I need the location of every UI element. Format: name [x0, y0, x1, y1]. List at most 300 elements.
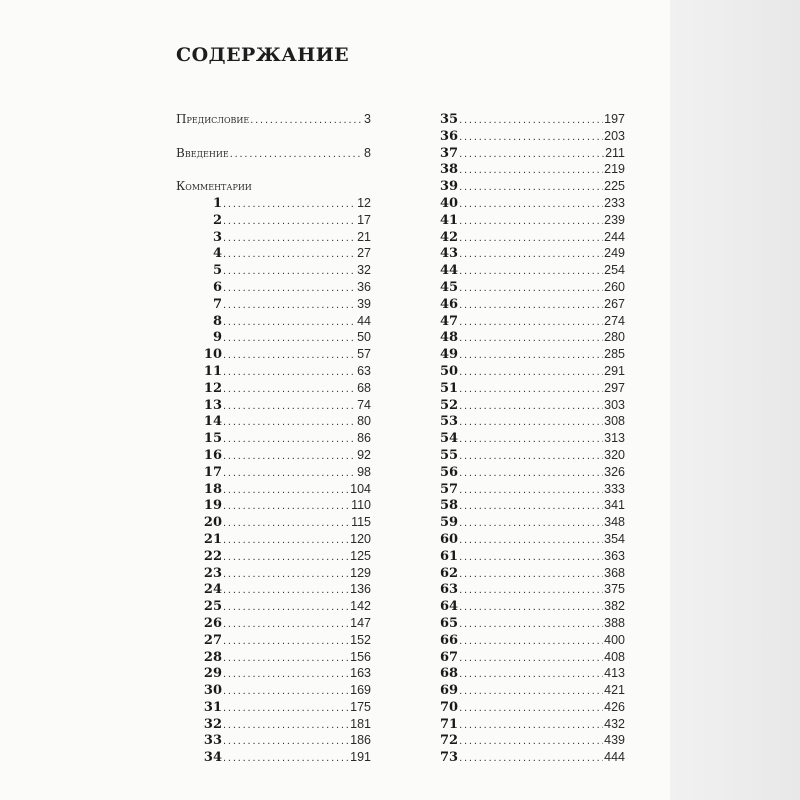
entry-page: 244	[604, 229, 625, 244]
toc-entry[interactable]	[440, 347, 625, 364]
entry-page: 426	[604, 699, 625, 714]
entry-page: 39	[357, 296, 371, 311]
dot-leader	[223, 551, 349, 563]
entry-page: 249	[604, 246, 625, 261]
entry-number: 40	[440, 195, 459, 211]
dot-leader	[459, 349, 603, 361]
dot-leader	[223, 484, 349, 496]
entry-page: 382	[604, 599, 625, 614]
toc-entry[interactable]	[176, 230, 371, 247]
entry-number: 43	[440, 246, 459, 262]
entry-page: 303	[604, 397, 625, 412]
entry-number: 11	[203, 363, 222, 379]
entry-number: 57	[440, 481, 459, 497]
entry-page: 120	[350, 531, 371, 546]
entry-number: 49	[440, 347, 459, 363]
page-margin	[670, 0, 800, 800]
dot-leader	[250, 114, 363, 126]
entry-page: 320	[604, 447, 625, 462]
toc-entry[interactable]	[440, 297, 625, 314]
toc-entry[interactable]	[440, 582, 625, 599]
entry-number: 55	[440, 447, 459, 463]
toc-entry[interactable]	[440, 263, 625, 280]
entry-page: 80	[357, 414, 371, 429]
dot-leader	[223, 433, 356, 445]
entry-page: 225	[604, 179, 625, 194]
dot-leader	[223, 349, 356, 361]
dot-leader	[459, 131, 603, 143]
toc-entry[interactable]	[440, 549, 625, 566]
entry-page: 152	[350, 632, 371, 647]
entry-page: 32	[357, 263, 371, 278]
entry-page: 348	[604, 515, 625, 530]
entry-label: Введение	[176, 145, 229, 160]
dot-leader	[223, 366, 356, 378]
dot-leader	[459, 752, 603, 764]
toc-entry[interactable]	[440, 129, 625, 146]
entry-number: 4	[212, 246, 222, 262]
entry-number: 5	[212, 263, 222, 279]
entry-number: 26	[203, 615, 222, 631]
toc-entry[interactable]	[176, 448, 371, 465]
entry-page: 175	[350, 699, 371, 714]
toc-entry[interactable]	[176, 717, 371, 734]
entry-number: 20	[203, 515, 222, 531]
entry-number: 61	[440, 548, 459, 564]
entry-page: 68	[357, 380, 371, 395]
entry-page: 191	[350, 750, 371, 765]
toc-entry[interactable]	[176, 314, 371, 331]
dot-leader	[459, 517, 603, 529]
entry-page: 36	[357, 279, 371, 294]
entry-page: 388	[604, 615, 625, 630]
entry-page: 239	[604, 212, 625, 227]
entry-page: 219	[604, 162, 625, 177]
entry-page: 368	[604, 565, 625, 580]
toc-entry[interactable]	[440, 633, 625, 650]
dot-leader	[459, 366, 603, 378]
entry-number: 29	[203, 666, 222, 682]
dot-leader	[459, 114, 603, 126]
dot-leader	[223, 416, 356, 428]
entry-page: 63	[357, 363, 371, 378]
toc-entry[interactable]	[176, 700, 371, 717]
toc-entry[interactable]	[440, 246, 625, 263]
dot-leader	[223, 265, 356, 277]
entry-number: 62	[440, 565, 459, 581]
dot-leader	[459, 383, 603, 395]
comments-heading	[176, 179, 371, 196]
toc-entry[interactable]	[176, 398, 371, 415]
toc-entry[interactable]	[176, 616, 371, 633]
dot-leader	[459, 719, 603, 731]
spacer	[176, 162, 371, 179]
toc-entry[interactable]	[440, 717, 625, 734]
toc-entry[interactable]	[176, 750, 371, 767]
entry-page: 142	[350, 599, 371, 614]
toc-entry[interactable]	[176, 263, 371, 280]
entry-page: 291	[604, 363, 625, 378]
entry-number: 72	[440, 733, 459, 749]
entry-number: 66	[440, 632, 459, 648]
entry-number: 58	[440, 498, 459, 514]
toc-entry[interactable]	[176, 733, 371, 750]
entry-number: 25	[203, 599, 222, 615]
toc-entry[interactable]	[440, 364, 625, 381]
toc-entry[interactable]	[440, 465, 625, 482]
dot-leader	[223, 668, 349, 680]
entry-number: 10	[203, 347, 222, 363]
toc-entry[interactable]	[440, 398, 625, 415]
dot-leader	[459, 416, 603, 428]
toc-entry[interactable]	[440, 616, 625, 633]
dot-leader	[230, 148, 363, 160]
entry-page: 297	[604, 380, 625, 395]
entry-page: 333	[604, 481, 625, 496]
entry-page: 86	[357, 431, 371, 446]
entry-number: 73	[440, 750, 459, 766]
entry-number: 68	[440, 666, 459, 682]
entry-page: 267	[604, 296, 625, 311]
entry-number: 54	[440, 431, 459, 447]
entry-number: 14	[203, 414, 222, 430]
toc-entry[interactable]	[176, 431, 371, 448]
entry-page: 203	[604, 128, 625, 143]
entry-page: 254	[604, 263, 625, 278]
entry-number: 15	[203, 431, 222, 447]
toc-entry[interactable]	[176, 381, 371, 398]
toc-entry[interactable]	[440, 230, 625, 247]
entry-page: 408	[604, 649, 625, 664]
entry-number: 8	[212, 313, 222, 329]
entry-page: 92	[357, 447, 371, 462]
entry-number: 60	[440, 531, 459, 547]
toc-entry[interactable]	[440, 381, 625, 398]
dot-leader	[223, 618, 349, 630]
dot-leader	[223, 735, 349, 747]
toc-entry[interactable]	[176, 683, 371, 700]
entry-page: 308	[604, 414, 625, 429]
entry-page: 21	[357, 229, 371, 244]
entry-number: 33	[203, 733, 222, 749]
toc-entry[interactable]	[176, 146, 371, 163]
dot-leader	[459, 148, 604, 160]
dot-leader	[223, 534, 349, 546]
dot-leader	[459, 248, 603, 260]
entry-number: 42	[440, 229, 459, 245]
entry-number: 45	[440, 279, 459, 295]
entry-number: 67	[440, 649, 459, 665]
dot-leader	[223, 383, 356, 395]
toc-entry[interactable]	[440, 482, 625, 499]
entry-number: 47	[440, 313, 459, 329]
entry-number: 23	[203, 565, 222, 581]
dot-leader	[223, 332, 356, 344]
dot-leader	[459, 685, 603, 697]
dot-leader	[459, 232, 603, 244]
toc-entry[interactable]	[440, 431, 625, 448]
dot-leader	[223, 215, 356, 227]
dot-leader	[223, 467, 356, 479]
dot-leader	[223, 198, 356, 210]
toc-entry[interactable]	[176, 465, 371, 482]
entry-page: 98	[357, 464, 371, 479]
entry-page: 57	[357, 347, 371, 362]
dot-leader	[223, 719, 349, 731]
page-title: СОДЕРЖАНИЕ	[176, 44, 350, 66]
toc-entry[interactable]	[440, 179, 625, 196]
dot-leader	[459, 215, 603, 227]
dot-leader	[459, 164, 603, 176]
toc-left-column	[176, 112, 371, 767]
entry-page: 313	[604, 431, 625, 446]
toc-entry[interactable]	[176, 330, 371, 347]
entry-number: 39	[440, 179, 459, 195]
toc-entry[interactable]	[176, 566, 371, 583]
toc-entry[interactable]	[176, 347, 371, 364]
toc-entry[interactable]	[176, 364, 371, 381]
toc-entry[interactable]	[176, 599, 371, 616]
toc-entry[interactable]	[440, 162, 625, 179]
toc-entry[interactable]	[440, 650, 625, 667]
toc-entry[interactable]	[176, 582, 371, 599]
entry-number: 7	[212, 296, 222, 312]
dot-leader	[223, 500, 350, 512]
dot-leader	[459, 652, 603, 664]
entry-number: 6	[212, 279, 222, 295]
entry-number: 16	[203, 447, 222, 463]
entry-number: 19	[203, 498, 222, 514]
entry-page: 341	[604, 498, 625, 513]
toc-entry[interactable]	[440, 683, 625, 700]
toc-entry[interactable]	[440, 498, 625, 515]
entry-number: 1	[212, 195, 222, 211]
toc-entry[interactable]	[440, 112, 625, 129]
dot-leader	[459, 299, 603, 311]
entry-number: 65	[440, 615, 459, 631]
dot-leader	[223, 400, 356, 412]
entry-page: 156	[350, 649, 371, 664]
entry-page: 17	[357, 212, 371, 227]
entry-page: 421	[604, 683, 625, 698]
dot-leader	[223, 601, 349, 613]
entry-page: 163	[350, 666, 371, 681]
entry-number: 32	[203, 716, 222, 732]
dot-leader	[459, 316, 603, 328]
entry-page: 432	[604, 716, 625, 731]
toc-entry[interactable]	[176, 549, 371, 566]
toc-entry[interactable]	[440, 750, 625, 767]
comments-heading-label: Комментарии	[176, 179, 252, 194]
dot-leader	[223, 282, 356, 294]
dot-leader	[459, 484, 603, 496]
entry-number: 50	[440, 363, 459, 379]
entry-page: 197	[604, 112, 625, 126]
toc-entry[interactable]	[440, 515, 625, 532]
dot-leader	[223, 568, 349, 580]
dot-leader	[459, 433, 603, 445]
toc-entry[interactable]	[176, 633, 371, 650]
dot-leader	[223, 702, 349, 714]
dot-leader	[223, 517, 350, 529]
entry-page: 147	[350, 615, 371, 630]
entry-page: 400	[604, 632, 625, 647]
toc-entry[interactable]	[176, 482, 371, 499]
dot-leader	[459, 601, 603, 613]
entry-page: 285	[604, 347, 625, 362]
toc-entry[interactable]	[440, 700, 625, 717]
entry-page: 110	[351, 498, 371, 513]
toc-entry[interactable]	[440, 599, 625, 616]
toc-entry[interactable]	[440, 314, 625, 331]
entry-page: 169	[350, 683, 371, 698]
entry-number: 22	[203, 548, 222, 564]
toc-entry[interactable]	[440, 532, 625, 549]
entry-number: 64	[440, 599, 459, 615]
entry-page: 27	[357, 246, 371, 261]
entry-number: 70	[440, 699, 459, 715]
entry-page: 181	[350, 716, 371, 731]
entry-number: 17	[203, 464, 222, 480]
toc-entry[interactable]	[440, 146, 625, 163]
entry-number: 3	[212, 229, 222, 245]
dot-leader	[223, 450, 356, 462]
toc-entry[interactable]	[440, 280, 625, 297]
dot-leader	[459, 635, 603, 647]
dot-leader	[459, 265, 603, 277]
dot-leader	[223, 584, 349, 596]
entry-number: 35	[440, 112, 459, 127]
entry-number: 21	[203, 531, 222, 547]
entry-page: 363	[604, 548, 625, 563]
toc-entry[interactable]	[176, 112, 371, 129]
dot-leader	[223, 299, 356, 311]
dot-leader	[459, 400, 603, 412]
entry-page: 44	[357, 313, 371, 328]
entry-number: 53	[440, 414, 459, 430]
toc-entry[interactable]	[176, 297, 371, 314]
entry-page: 375	[604, 582, 625, 597]
toc-entry[interactable]	[440, 196, 625, 213]
spacer	[176, 129, 371, 146]
entry-number: 52	[440, 397, 459, 413]
entry-page: 413	[604, 666, 625, 681]
entry-number: 34	[203, 750, 222, 766]
entry-number: 46	[440, 296, 459, 312]
entry-number: 28	[203, 649, 222, 665]
dot-leader	[223, 752, 349, 764]
entry-page: 233	[604, 195, 625, 210]
dot-leader	[459, 181, 603, 193]
entry-page: 274	[604, 313, 625, 328]
dot-leader	[459, 618, 603, 630]
entry-page: 12	[357, 195, 371, 210]
entry-page: 211	[605, 145, 625, 160]
entry-number: 2	[212, 212, 222, 228]
entry-page: 354	[604, 531, 625, 546]
toc-entry[interactable]	[440, 213, 625, 230]
toc-entry[interactable]	[440, 448, 625, 465]
entry-page: 125	[350, 548, 371, 563]
entry-page: 50	[357, 330, 371, 345]
entry-page: 8	[364, 145, 371, 160]
dot-leader	[223, 232, 356, 244]
entry-number: 37	[440, 145, 459, 161]
dot-leader	[223, 635, 349, 647]
dot-leader	[459, 584, 603, 596]
entry-number: 48	[440, 330, 459, 346]
entry-number: 69	[440, 683, 459, 699]
dot-leader	[459, 467, 603, 479]
entry-page: 444	[604, 750, 625, 765]
entry-page: 3	[364, 112, 371, 126]
toc-entry[interactable]	[176, 532, 371, 549]
dot-leader	[459, 735, 603, 747]
dot-leader	[459, 668, 603, 680]
entry-number: 59	[440, 515, 459, 531]
entry-page: 186	[350, 733, 371, 748]
entry-number: 63	[440, 582, 459, 598]
dot-leader	[223, 685, 349, 697]
dot-leader	[459, 282, 603, 294]
toc-entry[interactable]	[176, 246, 371, 263]
entry-page: 104	[350, 481, 371, 496]
entry-page: 326	[604, 464, 625, 479]
toc-entry[interactable]	[440, 666, 625, 683]
toc-right-column	[440, 112, 625, 767]
toc-entry[interactable]	[440, 414, 625, 431]
entry-number: 27	[203, 632, 222, 648]
entry-page: 260	[604, 279, 625, 294]
entry-number: 13	[203, 397, 222, 413]
entry-number: 56	[440, 464, 459, 480]
toc-entry[interactable]	[440, 733, 625, 750]
entry-number: 36	[440, 128, 459, 144]
toc-entry[interactable]	[176, 515, 371, 532]
toc-entry[interactable]	[176, 196, 371, 213]
dot-leader	[459, 702, 603, 714]
dot-leader	[459, 500, 603, 512]
dot-leader	[459, 534, 603, 546]
toc-entry[interactable]	[176, 280, 371, 297]
dot-leader	[223, 248, 356, 260]
toc-entry[interactable]	[176, 498, 371, 515]
entry-number: 9	[212, 330, 222, 346]
toc-entry[interactable]	[176, 650, 371, 667]
entry-page: 136	[350, 582, 371, 597]
entry-number: 12	[203, 380, 222, 396]
toc-entry[interactable]	[176, 213, 371, 230]
entry-number: 38	[440, 162, 459, 178]
entry-label: Предисловие	[176, 112, 250, 126]
entry-number: 41	[440, 212, 459, 228]
entry-number: 71	[440, 716, 459, 732]
toc-entry[interactable]	[176, 414, 371, 431]
entry-page: 74	[357, 397, 371, 412]
entry-number: 18	[203, 481, 222, 497]
entry-number: 44	[440, 263, 459, 279]
toc-entry[interactable]	[176, 666, 371, 683]
entry-number: 30	[203, 683, 222, 699]
dot-leader	[459, 551, 603, 563]
entry-number: 51	[440, 380, 459, 396]
toc-entry[interactable]	[440, 330, 625, 347]
dot-leader	[459, 568, 603, 580]
toc-entry[interactable]	[440, 566, 625, 583]
dot-leader	[223, 316, 356, 328]
dot-leader	[223, 652, 349, 664]
entry-page: 129	[350, 565, 371, 580]
